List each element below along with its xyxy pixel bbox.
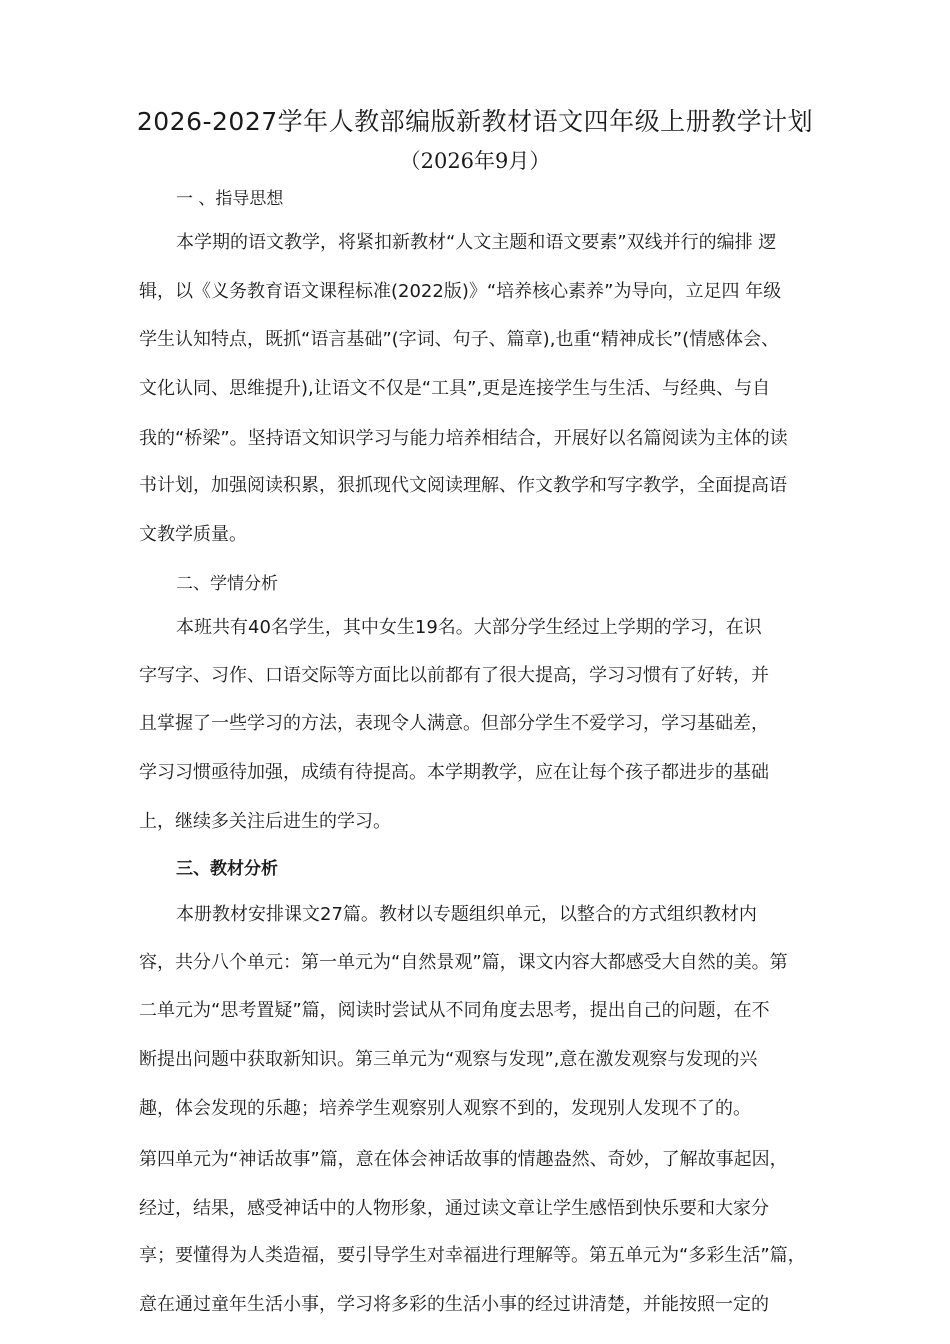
section-heading-student-analysis: 二、学情分析 bbox=[176, 574, 278, 594]
paragraph-line: 上，继续多关注后进生的学习。 bbox=[139, 811, 391, 832]
paragraph-line: 容，共分八个单元：第一单元为“自然景观”篇，课文内容大都感受大自然的美。第 bbox=[139, 952, 788, 973]
paragraph-line: 本学期的语文教学，将紧扣新教材“人文主题和语文要素”双线并行的编排 逻 bbox=[176, 232, 777, 253]
paragraph-line: 经过，结果，感受神话中的人物形象，通过读文章让学生感悟到快乐要和大家分 bbox=[139, 1198, 769, 1219]
section-heading-textbook-analysis: 三、教材分析 bbox=[176, 859, 278, 879]
paragraph-line: 学习习惯亟待加强，成绩有待提高。本学期教学，应在让每个孩子都进步的基础 bbox=[139, 762, 769, 783]
paragraph-line: 文化认同、思维提升),让语文不仅是“工具”,更是连接学生与生活、与经典、与自 bbox=[139, 378, 771, 399]
paragraph-line: 本班共有40名学生，其中女生19名。大部分学生经过上学期的学习，在识 bbox=[176, 617, 762, 638]
paragraph-line: 意在通过童年生活小事，学习将多彩的生活小事的经过讲清楚，并能按照一定的 bbox=[139, 1294, 769, 1315]
paragraph-line: 断提出问题中获取新知识。第三单元为“观察与发现”,意在激发观察与发现的兴 bbox=[139, 1049, 758, 1070]
paragraph-line: 文教学质量。 bbox=[139, 524, 247, 545]
paragraph-line: 享；要懂得为人类造福，要引导学生对幸福进行理解等。第五单元为“多彩生活”篇， bbox=[139, 1245, 806, 1266]
paragraph-line: 学生认知特点，既抓“语言基础”(字词、句子、篇章),也重“精神成长”(情感体会、 bbox=[139, 329, 780, 350]
paragraph-line: 字写字、习作、口语交际等方面比以前都有了很大提高，学习习惯有了好转，并 bbox=[139, 665, 769, 686]
paragraph-line: 且掌握了一些学习的方法，表现令人满意。但部分学生不爱学习，学习基础差， bbox=[139, 713, 769, 734]
paragraph-line: 我的“桥梁”。坚持语文知识学习与能力培养相结合，开展好以名篇阅读为主体的读 bbox=[139, 428, 788, 449]
paragraph-line: 书计划，加强阅读积累，狠抓现代文阅读理解、作文教学和写字教学，全面提高语 bbox=[139, 475, 787, 496]
paragraph-line: 辑，以《义务教育语文课程标准(2022版)》“培养核心素养”为导向，立足四 年级 bbox=[139, 281, 782, 302]
document-title: 2026-2027学年人教部编版新教材语文四年级上册教学计划 bbox=[136, 107, 814, 136]
document-date: （2026年9月） bbox=[399, 149, 551, 173]
paragraph-line: 趣，体会发现的乐趣；培养学生观察别人观察不到的，发现别人发现不了的。 bbox=[139, 1098, 751, 1119]
paragraph-line: 二单元为“思考置疑”篇，阅读时尝试从不同角度去思考，提出自己的问题，在不 bbox=[139, 1000, 770, 1021]
section-heading-guiding-ideology: 一 、指导思想 bbox=[176, 189, 284, 209]
paragraph-line: 本册教材安排课文27篇。教材以专题组织单元，以整合的方式组织教材内 bbox=[176, 904, 757, 925]
paragraph-line: 第四单元为“神话故事”篇，意在体会神话故事的情趣盎然、奇妙，了解故事起因， bbox=[139, 1149, 788, 1170]
